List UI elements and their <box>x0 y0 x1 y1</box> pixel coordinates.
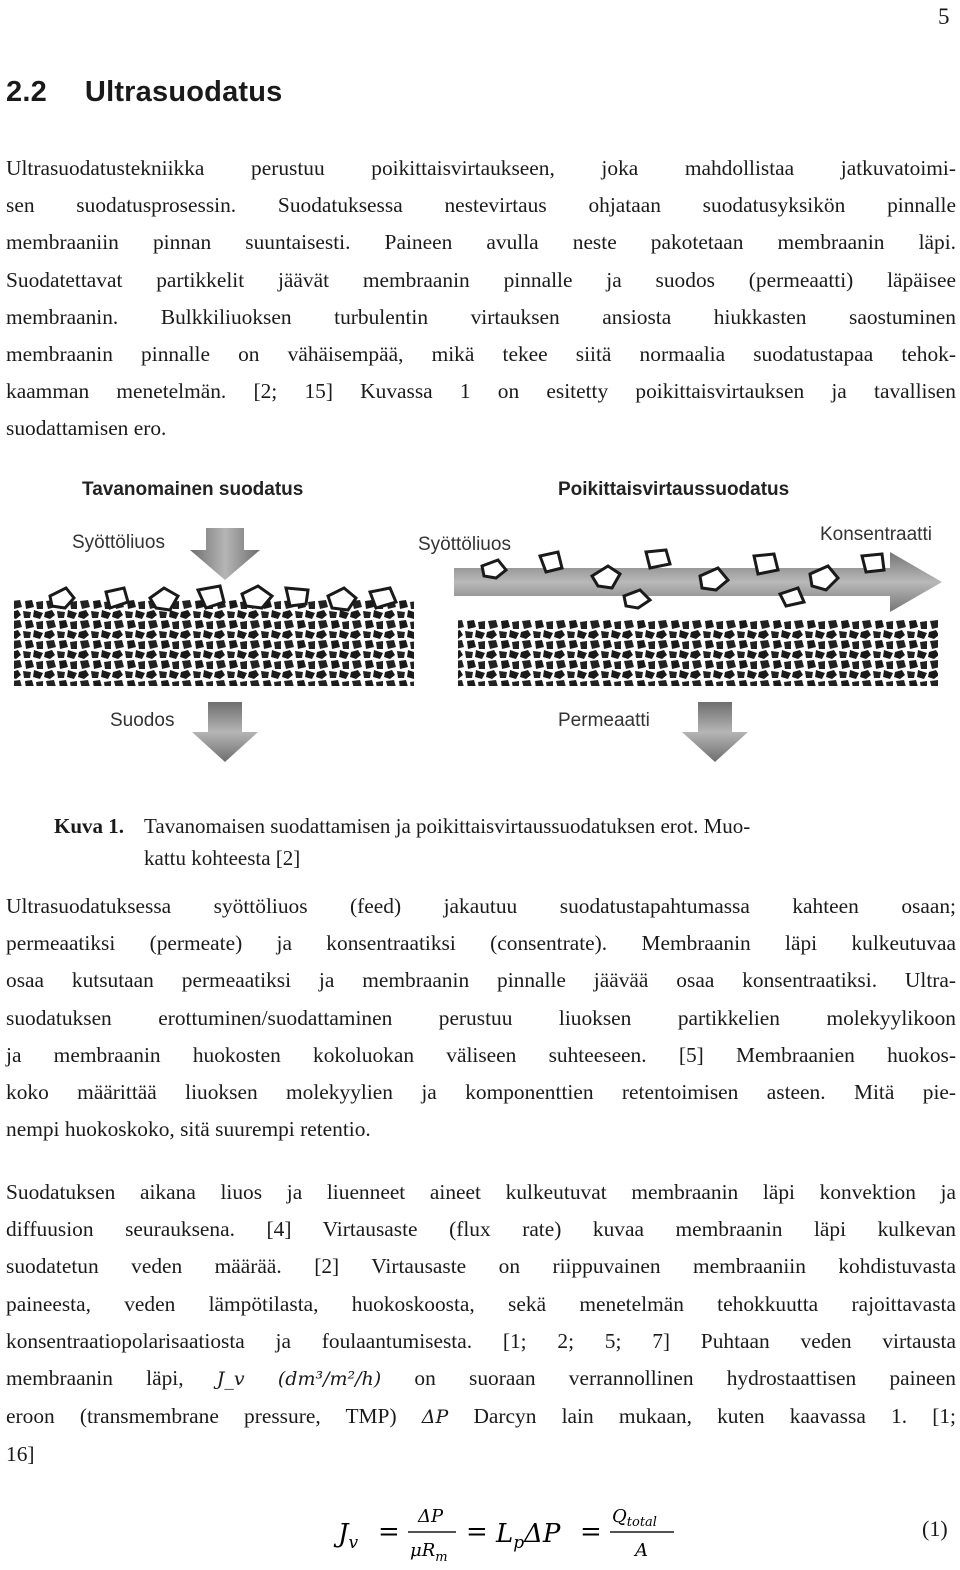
text-line-with-math <box>6 1398 956 1436</box>
caption-label: Kuva 1. <box>54 814 125 838</box>
left-panel-title: Tavanomainen suodatus <box>82 479 304 500</box>
text-fragment: eroon (transmembrane pressure, TMP) <box>6 1404 397 1429</box>
text-line: ja membraanin huokosten kokoluokan väliseen suhteeseen. [5] Membraanien huokos- <box>6 1042 956 1067</box>
caption-text-line1: Tavanomaisen suodattamisen ja poikittaisvirtaussuodatuksen erot. Muo- <box>144 814 751 838</box>
text-line: paineesta, veden lämpötilasta, huokoskoosta, sekä menetelmän tehokkuutta rajoittavasta <box>6 1291 956 1316</box>
section-title: Ultrasuodatus <box>84 76 283 108</box>
concentrate-label: Konsentraatti <box>820 524 932 545</box>
left-membrane <box>14 600 414 686</box>
caption-text-line2: kattu kohteesta [2] <box>144 846 301 870</box>
math-unit: (dm³/m²/h) <box>277 1368 382 1391</box>
text-line: suodatetun veden määrää. [2] Virtausaste on riippuvainen membraaniin kohdistuvasta <box>6 1254 956 1279</box>
right-membrane <box>458 620 938 686</box>
text-line: konsentraatiopolarisaatiosta ja foulaantumisesta. [1; 2; 5; 7] Puhtaan veden virtausta <box>6 1328 956 1353</box>
filtrate-label: Suodos <box>110 710 175 731</box>
text-line: nempi huokoskoko, sitä suurempi retentio. <box>6 1117 371 1142</box>
text-line: kaamman menetelmän. [2; 15] Kuvassa 1 on esitetty poikittaisvirtauksen ja tavallisen <box>6 379 956 404</box>
left-feed-label: Syöttöliuos <box>72 532 165 553</box>
eq-frac1-den: $\mu R_m$ <box>410 1540 448 1564</box>
eq-lhs: $J_v$ <box>338 1519 359 1553</box>
figure-filtration-comparison <box>10 470 950 780</box>
text-line: Ultrasuodatustekniikka perustuu poikittaisvirtaukseen, joka mahdollistaa jatkuvatoimi- <box>6 156 956 180</box>
text-fragment: membraanin läpi, <box>6 1366 184 1391</box>
text-line: koko määrittää liuoksen molekyylien ja komponenttien retentoimisen asteen. Mitä pie- <box>6 1080 956 1105</box>
eq-frac1-num: ΔP <box>418 1506 444 1527</box>
figure-svg <box>10 470 950 780</box>
text-fragment: on suoraan verrannollinen hydrostaattisen paineen <box>414 1366 956 1391</box>
math-delta-p: ΔP <box>421 1406 449 1429</box>
text-line: Suodatettavat partikkelit jäävät membraanin pinnalle ja suodos (permeaatti) läpäisee <box>6 267 956 292</box>
section-heading <box>6 76 283 109</box>
section-number: 2.2 <box>6 76 47 108</box>
paragraph-2 <box>6 888 956 1148</box>
text-line: osaa kutsutaan permeaatiksi ja membraanin pinnalle jäävää osaa konsentraatiksi. Ultra- <box>6 968 956 993</box>
text-line: sen suodatusprosessin. Suodatuksessa nestevirtaus ohjataan suodatusyksikön pinnalle <box>6 193 956 218</box>
equation-1 <box>330 1500 710 1564</box>
eq-frac2-num: $Q_{total}$ <box>612 1506 657 1530</box>
eq-mid: $L_p\Delta P$ <box>496 1519 561 1553</box>
text-line: membraanin pinnalle on vähäisempää, mikä tekee siitä normaalia suodatustapaa tehok- <box>6 342 956 367</box>
eq-equals-2: = <box>466 1517 488 1547</box>
text-line-with-math <box>6 1360 956 1398</box>
math-flux: J_v <box>216 1368 245 1391</box>
eq-equals-1: = <box>378 1517 400 1547</box>
text-line: membraanin. Bulkkiliuoksen turbulentin virtauksen ansiosta hiukkasten saostuminen <box>6 304 956 329</box>
left-feed-arrow <box>190 528 260 580</box>
paragraph-3 <box>6 1174 956 1474</box>
right-feed-label: Syöttöliuos <box>418 534 511 555</box>
permeate-arrow <box>682 702 748 762</box>
right-panel-title: Poikittaisvirtaussuodatus <box>558 479 790 500</box>
equation-number: (1) <box>922 1516 948 1541</box>
text-line: Ultrasuodatuksessa syöttöliuos (feed) jakautuu suodatustapahtumassa kahteen osaan; <box>6 894 956 918</box>
text-line: permeaatiksi (permeate) ja konsentraatiksi (consentrate). Membraanin läpi kulkeutuvaa <box>6 931 956 956</box>
figure-caption <box>54 810 954 874</box>
paragraph-1 <box>6 150 956 448</box>
text-line: suodatuksen erottuminen/suodattaminen perustuu liuoksen partikkelien molekyylikoon <box>6 1005 956 1030</box>
page-number: 5 <box>938 4 950 29</box>
eq-equals-3: = <box>580 1517 602 1547</box>
filtrate-arrow <box>192 702 258 762</box>
text-line: suodattamisen ero. <box>6 416 167 441</box>
text-fragment: Darcyn lain mukaan, kuten kaavassa 1. [1; <box>473 1404 956 1429</box>
text-line: membraaniin pinnan suuntaisesti. Paineen avulla neste pakotetaan membraanin läpi. <box>6 230 956 255</box>
equation-svg <box>330 1500 710 1564</box>
text-line: 16] <box>6 1442 35 1467</box>
text-line: Suodatuksen aikana liuos ja liuenneet aineet kulkeutuvat membraanin läpi konvektion ja <box>6 1180 956 1204</box>
text-line: diffuusion seurauksena. [4] Virtausaste (flux rate) kuvaa membraanin läpi kulkevan <box>6 1217 956 1242</box>
permeate-label: Permeaatti <box>558 710 650 731</box>
eq-frac2-den: A <box>635 1540 648 1561</box>
